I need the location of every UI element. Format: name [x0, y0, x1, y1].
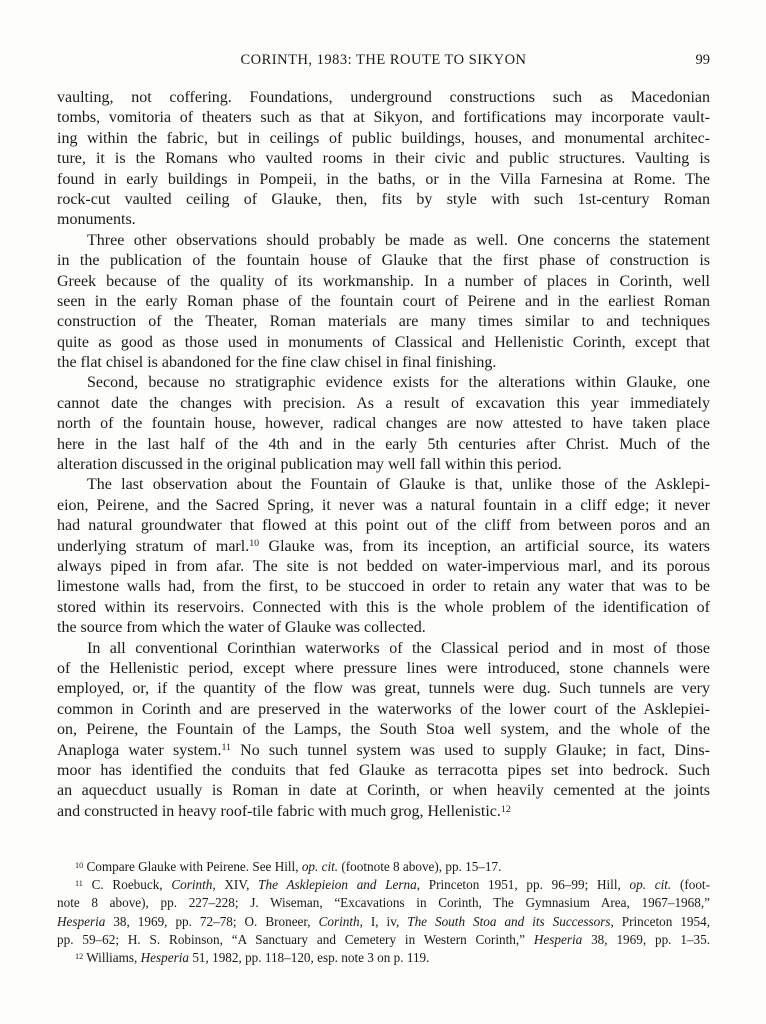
text-segment: , Princeton 1954,: [610, 913, 710, 929]
text-line: [57, 639, 710, 659]
text-segment: the flat chisel is abandoned for the fine claw chisel in final finishing.: [57, 354, 497, 372]
text-line: [57, 435, 710, 455]
footnote: [57, 858, 710, 876]
text-segment: In all conventional Corinthian waterworks of the Classical period and in most of those: [87, 639, 710, 657]
footnote: [57, 876, 710, 949]
text-line: [57, 781, 710, 801]
text-segment: (foot-: [671, 877, 710, 893]
text-line: [57, 659, 710, 679]
text-line: [57, 802, 710, 822]
text-segment: Compare Glauke with Peirene. See Hill,: [83, 859, 302, 875]
text-segment: and constructed in heavy roof-tile fabric with much grog, Hellenistic.: [57, 802, 501, 820]
text-segment: found in early buildings in Pompeii, in the baths, or in the Villa Farnesina at Rome. The: [57, 170, 710, 188]
footnote-number: 10: [249, 538, 260, 550]
text-segment: Glauke was, from its inception, an artificial source, its waters: [259, 537, 710, 555]
paragraph: [57, 639, 710, 823]
text-segment: stored within its reservoirs. Connected with this is the whole problem of the identification of: [57, 598, 710, 616]
text-segment: north of the fountain house, however, radical changes are now attested to have taken place: [57, 415, 710, 433]
text-line: [57, 761, 710, 781]
text-segment: C. Roebuck,: [82, 877, 172, 893]
italic-citation: Corinth: [318, 913, 360, 929]
text-line: [57, 741, 710, 761]
text-line: [57, 700, 710, 720]
italic-citation: Hesperia: [140, 950, 190, 965]
text-segment: eion, Peirene, and the Sacred Spring, it never was a natural fountain in a cliff edge; it never: [57, 496, 710, 514]
text-segment: , XIV,: [212, 877, 259, 893]
footnote-number: 11: [221, 742, 232, 754]
text-line: [57, 475, 710, 495]
text-line: [57, 272, 710, 292]
text-line: [57, 858, 710, 876]
text-line: [57, 88, 710, 108]
paragraph: [57, 88, 710, 231]
text-segment: , Princeton 1951, pp. 96–99; Hill,: [416, 877, 630, 893]
text-segment: common in Corinth and are preserved in the waterworks of the lower court of the Asklepiei-: [57, 700, 710, 718]
running-head-title: CORINTH, 1983: THE ROUTE TO SIKYON: [240, 52, 527, 68]
text-line: [57, 577, 710, 597]
body-text: [57, 88, 710, 822]
text-line: [57, 537, 710, 557]
text-line: [57, 949, 710, 967]
italic-citation: The Asklepieion and Lerna: [258, 877, 417, 893]
text-line: [57, 913, 710, 931]
text-segment: tombs, vomitoria of theaters such as that at Sikyon, and fortifications may incorporate vault-: [57, 109, 710, 127]
text-segment: The last observation about the Fountain of Glauke is that, unlike those of the Asklepi-: [87, 476, 710, 494]
text-line: [57, 129, 710, 149]
italic-citation: Hesperia: [57, 913, 106, 929]
text-segment: of the Hellenistic period, except where pressure lines were introduced, stone channels were: [57, 659, 710, 677]
text-segment: Williams,: [83, 950, 141, 965]
footnote-number: 11: [75, 878, 83, 888]
text-segment: here in the last half of the 4th and in the early 5th centuries after Christ. Much of the: [57, 435, 710, 453]
text-line: [57, 876, 710, 894]
text-segment: ing within the fabric, but in ceilings of public buildings, houses, and monumental architec-: [57, 129, 710, 147]
italic-citation: The South Stoa and its Successors: [407, 913, 611, 929]
text-segment: (footnote 8 above), pp. 15–17.: [338, 859, 502, 875]
text-line: [57, 251, 710, 271]
text-segment: on, Peirene, the Fountain of the Lamps, the South Stoa well system, and the whole of the: [57, 721, 710, 739]
text-line: [57, 455, 710, 475]
text-segment: 38, 1969, pp. 1–35.: [582, 931, 710, 947]
text-line: [57, 516, 710, 536]
text-line: [57, 679, 710, 699]
footnote-number: 12: [75, 951, 84, 961]
text-segment: rock-cut vaulted ceiling of Glauke, then, fits by style with such 1st-century Roman: [57, 190, 710, 208]
text-line: [57, 373, 710, 393]
text-line: [57, 496, 710, 516]
text-segment: vaulting, not coffering. Foundations, underground constructions such as Macedonian: [57, 89, 710, 106]
paragraph: [57, 475, 710, 638]
text-segment: construction of the Theater, Roman materials are many times similar to and techniques: [57, 313, 710, 331]
text-line: [57, 292, 710, 312]
text-line: [57, 894, 710, 912]
text-segment: had natural groundwater that flowed at this point out of the cliff from between poros and an: [57, 517, 710, 535]
text-segment: quite as good as those used in monuments of Classical and Hellenistic Corinth, except that: [57, 333, 710, 351]
text-segment: in the publication of the fountain house of Glauke that the first phase of construction is: [57, 252, 710, 270]
text-segment: Greek because of the quality of its workmanship. In a number of places in Corinth, well: [57, 272, 710, 290]
text-line: [57, 149, 710, 169]
page-number: 99: [695, 52, 710, 68]
text-segment: Second, because no stratigraphic evidence exists for the alterations within Glauke, one: [87, 374, 710, 392]
text-line: [57, 394, 710, 414]
paragraph: [57, 373, 710, 475]
text-line: [57, 170, 710, 190]
text-line: [57, 231, 710, 251]
text-segment: the source from which the water of Glauke was collected.: [57, 619, 426, 637]
text-line: [57, 557, 710, 577]
text-segment: an aquecduct usually is Roman in date at Corinth, or when heavily cemented at the joints: [57, 782, 710, 800]
text-segment: underlying stratum of marl.: [57, 537, 250, 555]
text-segment: 51, 1982, pp. 118–120, esp. note 3 on p. 119.: [189, 950, 430, 965]
text-line: [57, 414, 710, 434]
text-segment: ture, it is the Romans who vaulted rooms in their civic and public structures. Vaulting is: [57, 150, 710, 168]
footnote: [57, 949, 710, 967]
text-line: [57, 108, 710, 128]
italic-citation: Hesperia: [533, 931, 583, 947]
text-line: [57, 618, 710, 638]
italic-citation: Corinth: [171, 877, 213, 893]
text-line: [57, 598, 710, 618]
paragraph: [57, 231, 710, 374]
text-segment: seen in the early Roman phase of the fountain court of Peirene and in the earliest Roman: [57, 292, 710, 310]
text-line: [57, 210, 710, 230]
text-segment: monuments.: [57, 211, 136, 229]
text-segment: always piped in from afar. The site is not bedded on water-impervious marl, and its porous: [57, 557, 710, 575]
text-segment: No such tunnel system was used to supply Glauke; in fact, Dins-: [231, 741, 710, 759]
text-segment: limestone walls had, from the first, to be stuccoed in order to retain any water that was to be: [57, 578, 710, 596]
text-segment: Three other observations should probably be made as well. One concerns the statement: [87, 231, 710, 249]
text-segment: note 8 above), pp. 227–228; J. Wiseman, “Excavations in Corinth, The Gymnasium Area, 1967–1968,”: [57, 895, 710, 911]
italic-citation: op. cit.: [629, 877, 672, 893]
text-segment: , I, iv,: [359, 913, 408, 929]
text-line: [57, 333, 710, 353]
text-segment: alteration discussed in the original publication may well fall within this period.: [57, 456, 562, 474]
text-line: [57, 190, 710, 210]
text-segment: 38, 1969, pp. 72–78; O. Broneer,: [105, 913, 319, 929]
text-segment: moor has identified the conduits that fed Glauke as terracotta pipes set into bedrock. Such: [57, 761, 710, 779]
text-segment: Anaploga water system.: [57, 741, 222, 759]
text-segment: pp. 59–62; H. S. Robinson, “A Sanctuary and Cemetery in Western Corinth,”: [57, 931, 534, 947]
page-header: [57, 52, 710, 69]
italic-citation: op. cit.: [301, 859, 339, 875]
text-line: [57, 720, 710, 740]
text-line: [57, 312, 710, 332]
text-segment: cannot date the changes with precision. As a result of excavation this year immediately: [57, 394, 710, 412]
footnotes-section: [57, 858, 710, 967]
text-segment: employed, or, if the quantity of the flow was great, tunnels were dug. Such tunnels are very: [57, 680, 710, 698]
text-line: [57, 931, 710, 949]
footnote-number: 12: [500, 803, 511, 815]
text-line: [57, 353, 710, 373]
footnote-number: 10: [75, 860, 84, 870]
